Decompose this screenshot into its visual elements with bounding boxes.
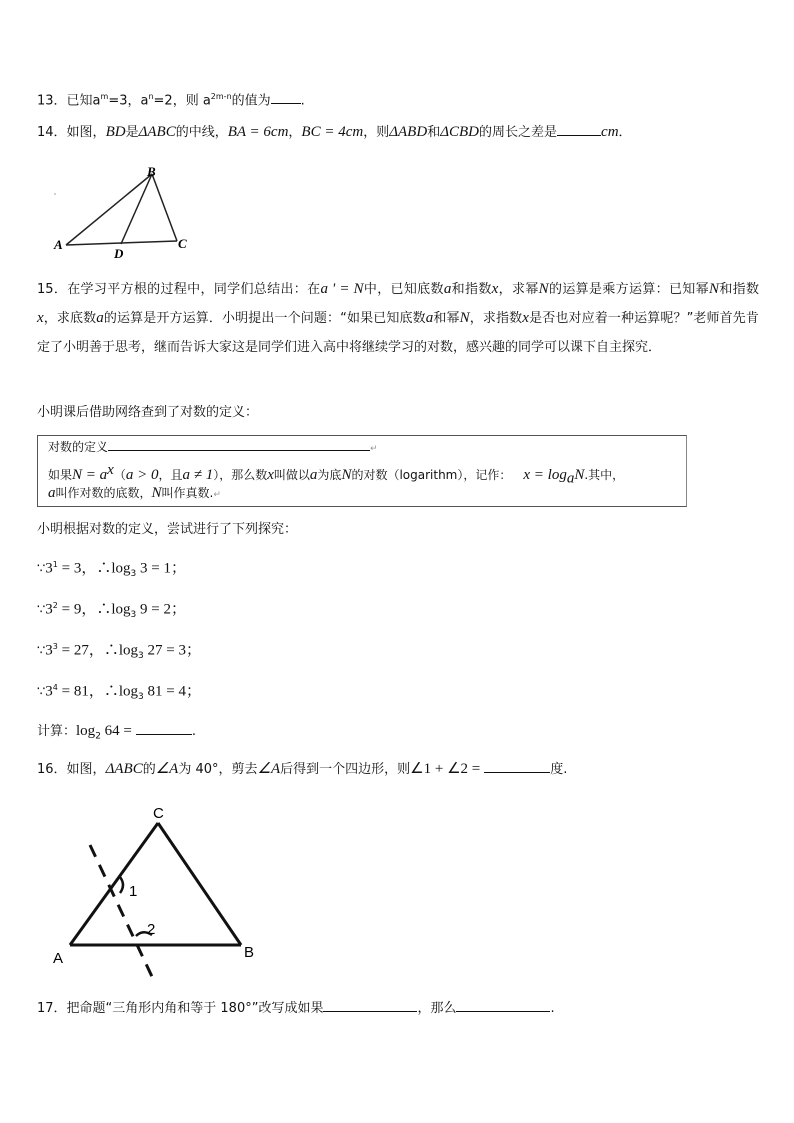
q15-var-n2: N (708, 281, 719, 297)
calc-tail: . (191, 724, 197, 739)
q14-label-d: D (114, 246, 124, 260)
q17-text-2: ，那么 (417, 1001, 457, 1016)
q14-text-7: 的周长之差是 (479, 125, 558, 140)
because-symbol: ∵ (37, 643, 46, 659)
q16-text-2: 的 (142, 762, 156, 777)
q14-text-5: ，则 (363, 125, 390, 140)
q16-text-3: 为 40°，剪去 (178, 762, 258, 777)
def-log-sub: a (566, 470, 575, 487)
q14-label-b: B (147, 164, 156, 179)
q16-cut-line (90, 845, 155, 983)
q17-tail: . (550, 1001, 555, 1016)
def-text-g: 的对数（logarithm），记作： (351, 468, 512, 482)
q15-var-a3: a (425, 310, 434, 326)
q15-text-1a: 在学习平方根的过程中，同学们总结出：在 (67, 282, 321, 297)
step-eq: = 27，∴ (57, 642, 119, 659)
q14-triangle-abd: ΔABD (389, 124, 428, 140)
q15-text-2b: ，求底数 (43, 311, 97, 326)
step-rest: 27 = 3； (143, 642, 201, 659)
step-base: 3 (45, 601, 53, 618)
q14-triangle-figure (40, 160, 200, 260)
q14-text-1: 如图， (66, 125, 106, 140)
step-log-base: 3 (138, 691, 144, 702)
q15-var-n3: N (459, 310, 470, 326)
q14-side-bc (152, 174, 177, 241)
q16-side-bc (158, 823, 241, 945)
q16-label-b: B (244, 944, 255, 961)
q15-var-a1: a (443, 281, 452, 297)
step-log-base: 3 (130, 609, 137, 620)
step-log: log (118, 642, 139, 659)
step-eq: = 3，∴ (57, 560, 112, 577)
q17-number: 17． (37, 1001, 67, 1016)
step-exp: 1 (52, 560, 58, 569)
q15-text-1c: 和指数 (451, 282, 492, 297)
q17-if-blank[interactable] (323, 998, 417, 1012)
def-text-e: 叫做以 (273, 468, 310, 482)
q16-side-ac (70, 823, 158, 945)
q15-text-1d: ，求幂 (498, 282, 539, 297)
q14-text-4: ， (288, 125, 302, 140)
def-text-f: 为底 (317, 468, 342, 482)
q16-text-4: 后得到一个四边形，则 (280, 762, 411, 777)
question-13 (37, 88, 305, 110)
q16-triangle: ΔABC (105, 761, 143, 777)
calc-log: log (76, 723, 96, 739)
def-equation-sup: x (107, 462, 114, 478)
def-last-line (48, 484, 221, 502)
step-exp: 4 (52, 683, 58, 692)
def-text-a: 如果 (48, 468, 73, 482)
step-base: 3 (45, 683, 53, 700)
q14-unit: cm (601, 124, 619, 140)
q15-text-1b: 中，已知底数 (363, 282, 444, 297)
q14-label-c: C (178, 236, 187, 251)
step-log: log (118, 683, 139, 700)
q13-sup-n: n (148, 92, 154, 101)
q14-label-a: A (54, 237, 63, 252)
def-text-h: .其中， (584, 468, 625, 482)
q14-text-3: 的中线， (175, 125, 228, 140)
q13-text-a: 已知a (66, 93, 101, 109)
q14-median-bd (121, 174, 152, 244)
q13-sup-m: m (100, 92, 109, 101)
q16-angle-a: ∠A (155, 761, 179, 777)
step-eq: = 9，∴ (57, 601, 112, 618)
def-title-line (48, 438, 378, 455)
def-text-c: ，且 (158, 468, 183, 482)
q15-var-n1: N (538, 281, 549, 297)
q15-text-1e: 的运算是乘方运算：已知幂 (548, 282, 709, 297)
q16-answer-blank[interactable] (484, 759, 550, 773)
step-log-base: 3 (130, 568, 137, 579)
step-log: log (111, 601, 131, 618)
q15-var-x3: x (522, 310, 529, 326)
question-16 (37, 759, 567, 779)
def-text-d: ），那么数 (213, 468, 268, 482)
def-var-x: x (267, 467, 274, 483)
def-var-a: a (309, 467, 318, 483)
step-log-base: 3 (138, 650, 144, 661)
q15-var-x1: x (491, 281, 499, 297)
q14-side-ab (66, 174, 152, 245)
q13-number: 13． (37, 93, 67, 109)
q15-text-2e: ，求指数 (469, 311, 523, 326)
q15-text-2c: 的运算是开方运算．小明提出一个问题：“如果已知底数 (103, 311, 426, 326)
def-text-b: （ (113, 468, 126, 482)
because-symbol: ∵ (37, 684, 46, 700)
def-var-a-2: a (48, 485, 56, 501)
q15-text-4: 课下自主探究． (570, 340, 662, 355)
def-condition-2: a ≠ 1 (182, 467, 214, 483)
q13-answer-blank[interactable] (271, 90, 301, 104)
q14-answer-blank[interactable] (557, 122, 601, 136)
def-text-true-number: 叫作真数. (161, 486, 214, 500)
q15-answer-blank[interactable] (136, 721, 192, 735)
step-exp: 3 (52, 642, 58, 651)
q13-tail: . (300, 93, 305, 109)
def-title: 对数的定义 (48, 440, 109, 454)
q14-bc-eq: BC = 4cm (301, 124, 364, 140)
q13-text-d: 的值为 (231, 93, 271, 109)
because-symbol: ∵ (37, 561, 46, 577)
q15-step-2 (37, 597, 186, 624)
q16-triangle-figure (40, 795, 280, 985)
q13-text-c: =2，则 a (153, 93, 211, 109)
step-base: 3 (45, 560, 53, 577)
q16-angle-1-arc (120, 877, 123, 893)
q16-text-1: 如图， (66, 762, 106, 777)
step-log: log (111, 560, 131, 577)
def-text-base: 叫作对数的底数， (55, 486, 152, 500)
q15-step-1 (37, 556, 186, 583)
return-mark-icon: ↵ (213, 490, 221, 500)
q16-number: 16． (37, 762, 67, 777)
logarithm-definition-box (37, 435, 687, 507)
def-var-n-2: N (151, 485, 162, 501)
question-15-intro (37, 275, 759, 362)
step-rest: 3 = 1； (136, 560, 186, 577)
q14-triangle-cbd: ΔCBD (440, 124, 480, 140)
q15-expr: a ' = N (320, 281, 364, 297)
q16-label-2: 2 (147, 921, 156, 938)
q14-triangle-abc: ΔABC (138, 124, 176, 140)
step-base: 3 (45, 642, 53, 659)
question-17 (37, 998, 555, 1018)
def-var-n: N (341, 467, 352, 483)
q14-ba-eq: BA = 6cm (227, 124, 289, 140)
q14-text-6: 和 (427, 125, 441, 140)
q14-dot (54, 193, 56, 195)
q17-then-blank[interactable] (456, 998, 550, 1012)
q15-step-3 (37, 638, 201, 665)
def-equation: N = a (72, 467, 108, 483)
q16-label-c: C (153, 805, 164, 822)
q14-tail: ． (618, 125, 632, 140)
def-condition-1: a > 0 (125, 467, 159, 483)
q16-angle-a-2: ∠A (257, 761, 281, 777)
q16-sum: ∠1 + ∠2 = (410, 761, 481, 777)
question-14 (37, 122, 632, 142)
q14-text-2: 是 (125, 125, 139, 140)
step-rest: 9 = 2； (136, 601, 186, 618)
return-mark-icon: ↵ (370, 444, 378, 454)
calc-log-base: 2 (95, 731, 101, 742)
calc-label: 计算： (37, 724, 77, 739)
def-log-n: N (574, 467, 585, 483)
q15-number: 15． (37, 282, 68, 297)
def-title-underline (108, 439, 370, 451)
q15-explore-text: 小明根据对数的定义，尝试进行了下列探究： (37, 522, 298, 537)
q15-text-2f: 是否也对应着一 (528, 311, 621, 326)
step-rest: 81 = 4； (143, 683, 201, 700)
q16-tail: 度. (550, 762, 568, 777)
q15-text-2a: 和指数 (718, 282, 759, 297)
q15-calculation (37, 721, 196, 746)
q16-label-1: 1 (129, 883, 138, 900)
q13-sup-expr: 2m-n (210, 92, 232, 101)
q14-number: 14． (37, 125, 67, 140)
q15-var-x2: x (37, 310, 44, 326)
q15-step-4 (37, 679, 201, 706)
q17-text-1: 把命题“三角形内角和等于 180°”改写成如果 (66, 1001, 324, 1016)
q15-var-a2: a (96, 310, 104, 326)
step-exp: 2 (52, 601, 58, 610)
calc-rest: 64 = (100, 723, 132, 739)
q15-lookup-text: 小明课后借助网络查到了对数的定义： (37, 405, 259, 420)
def-log-expr: x = log (523, 467, 567, 483)
q13-text-b: =3，a (108, 93, 149, 109)
because-symbol: ∵ (37, 602, 46, 618)
step-eq: = 81，∴ (57, 683, 119, 700)
q14-bd: BD (105, 124, 126, 140)
q15-text-2d: 和幂 (433, 311, 460, 326)
q16-label-a: A (53, 950, 64, 967)
q15-text-3: 种运算呢？”老师首先肯定了小明善于思考，继而告诉大家这是同学们进入高中将继续学习的对数，感兴趣的同学可以 (37, 311, 759, 355)
